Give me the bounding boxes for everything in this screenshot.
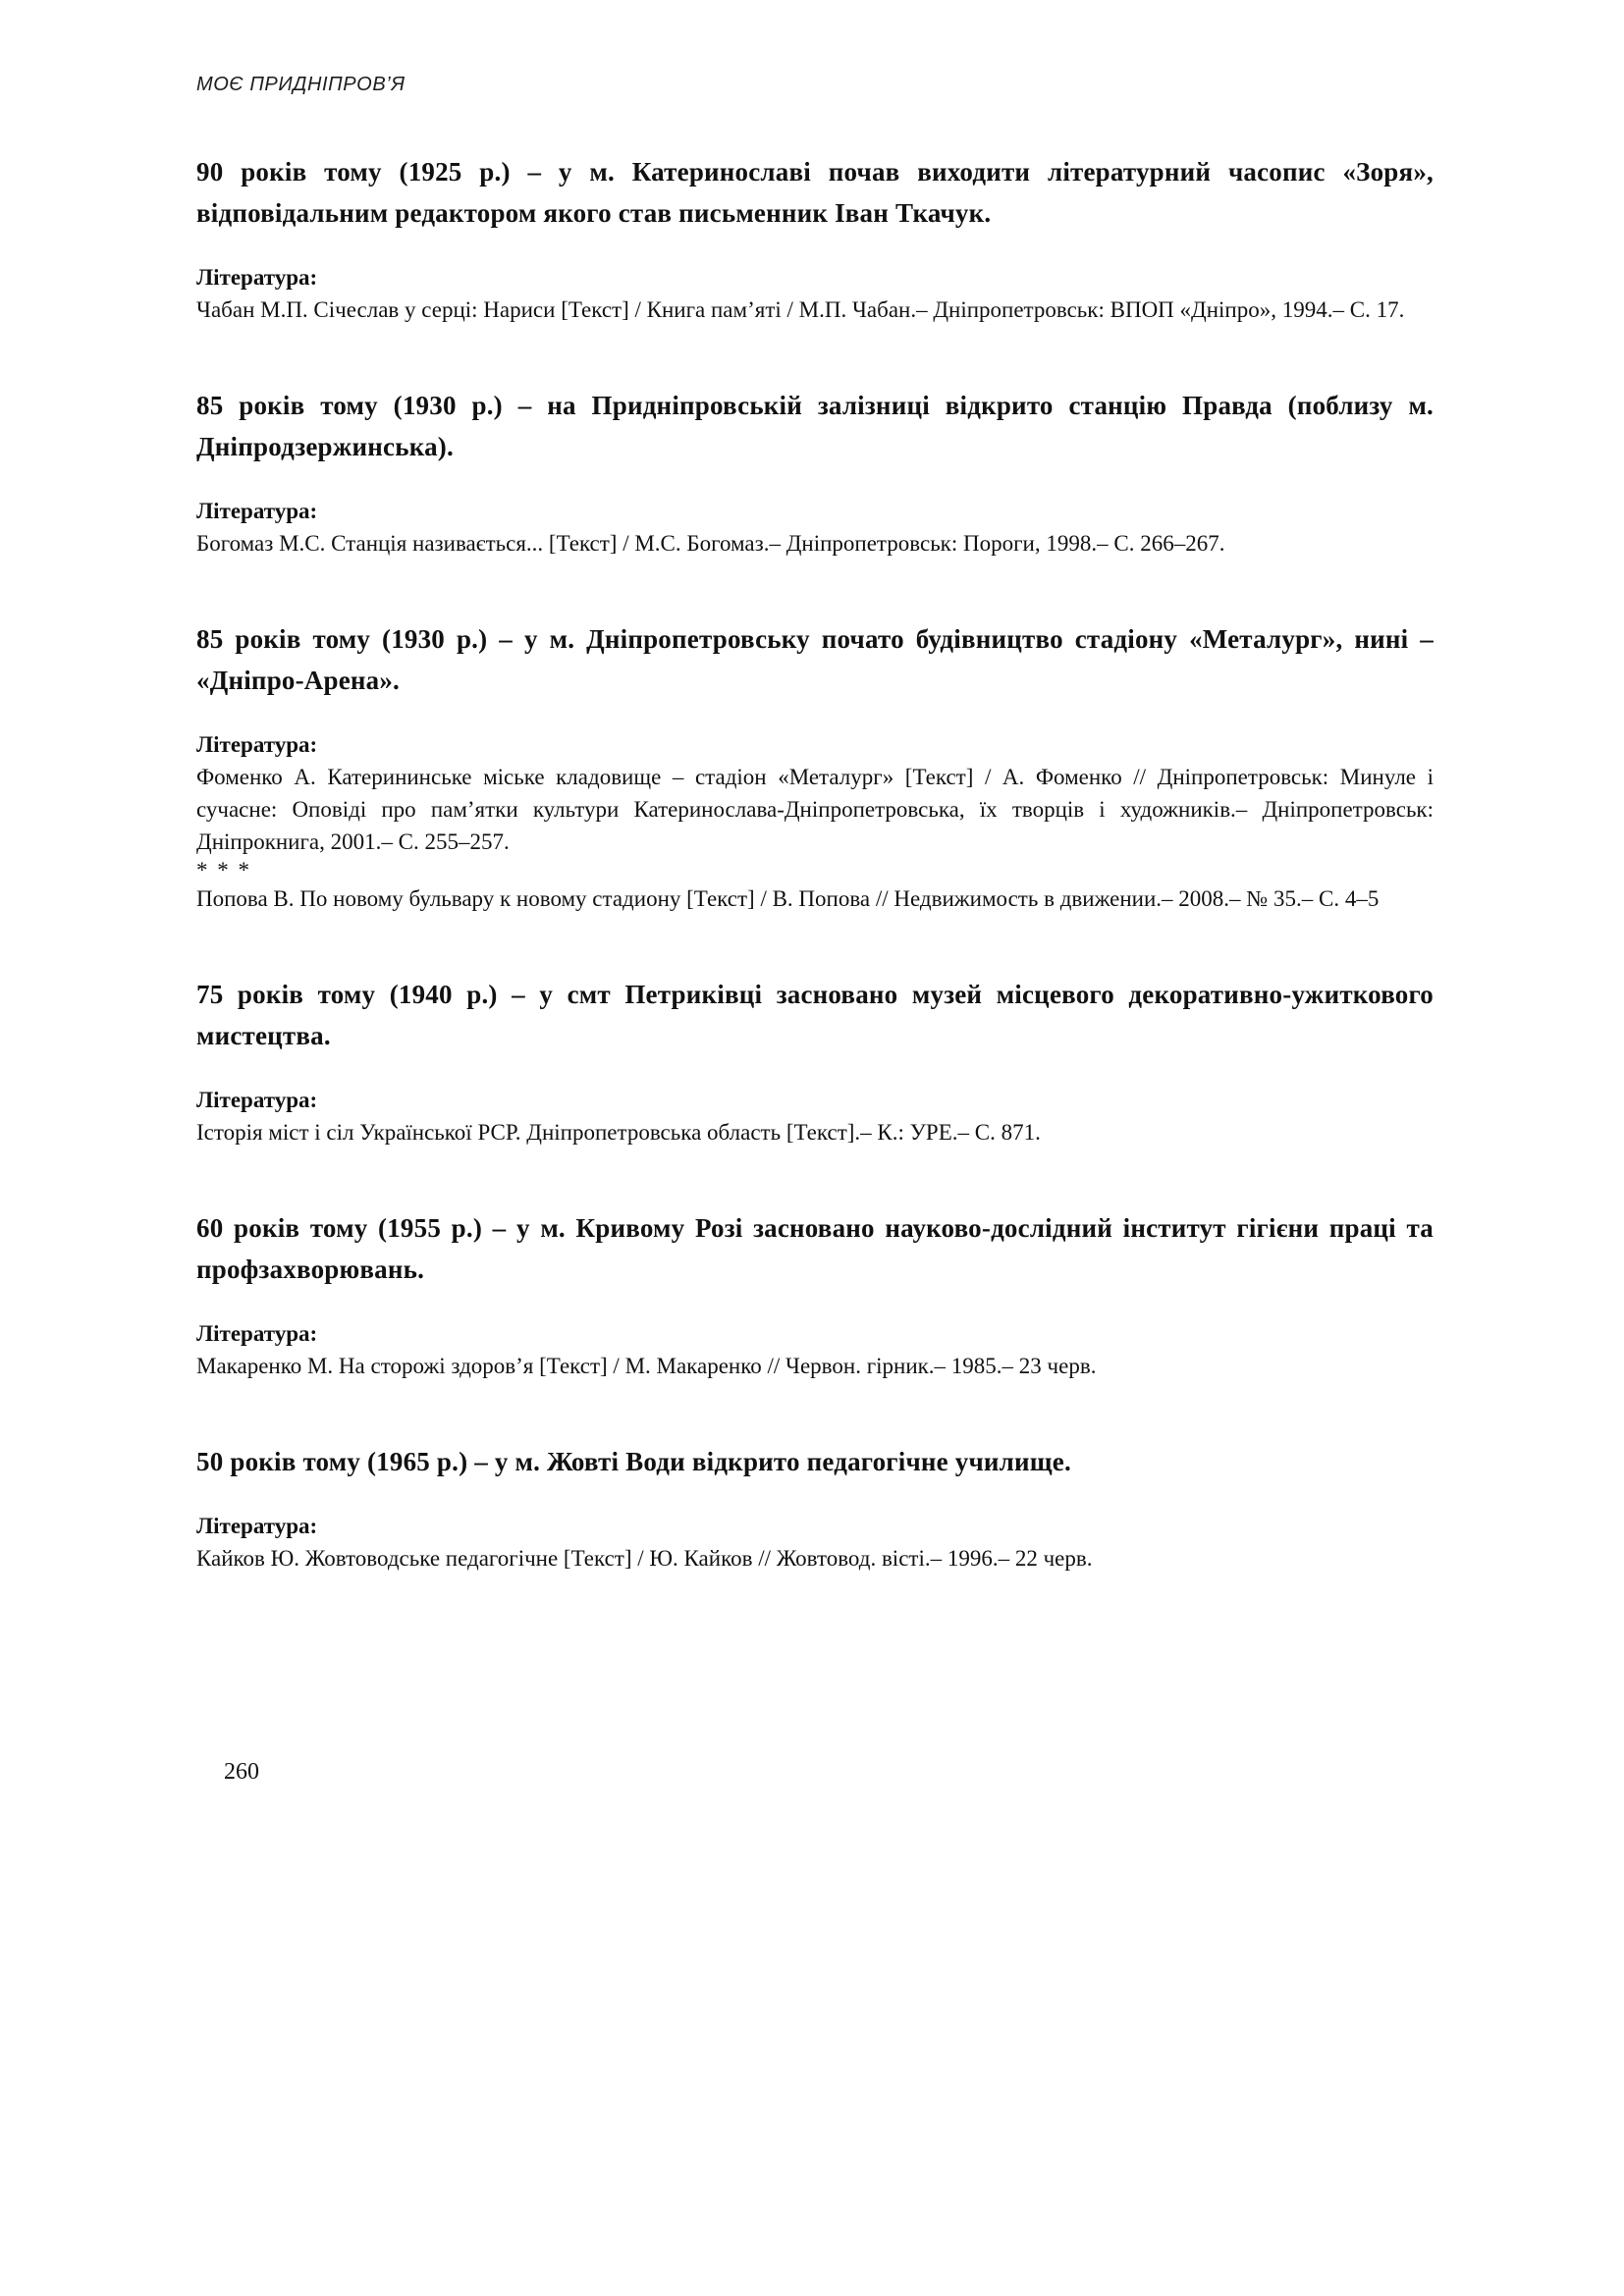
literature-label: Література: — [196, 1321, 318, 1346]
entry-1930-station — [196, 385, 1434, 560]
entry-heading: 90 років тому (1925 р.) – у м. Катеринославі почав виходити літературний часопис «Зоря», відповідальним редактором якого став письменник Іван Ткачук. — [196, 157, 1434, 228]
citation: Чабан М.П. Січеслав у серці: Нариси [Текст] / Книга пам’яті / М.П. Чабан.– Дніпропетровськ: ВПОП «Дніпро», 1994.– С. 17. — [196, 297, 1405, 322]
citation: Історія міст і сіл Української РСР. Дніпропетровська область [Текст].– К.: УРЕ.– С. 871. — [196, 1120, 1041, 1145]
entry-heading: 50 років тому (1965 р.) – у м. Жовті Води відкрито педагогічне училище. — [196, 1447, 1071, 1476]
entry-1925 — [196, 151, 1434, 326]
entry-heading: 60 років тому (1955 р.) – у м. Кривому Розі засновано науково-дослідний інститут гігієни праці та профзахворювань. — [196, 1213, 1434, 1284]
entry-1940 — [196, 974, 1434, 1148]
literature-label: Література: — [196, 499, 318, 523]
literature-label: Література: — [196, 1088, 318, 1112]
citation: Богомаз М.С. Станція називається... [Текст] / М.С. Богомаз.– Дніпропетровськ: Пороги, 1998.– С. 266–267. — [196, 531, 1225, 556]
entry-1930-stadium — [196, 618, 1434, 915]
citation: Фоменко А. Катерининське міське кладовище – стадіон «Металург» [Текст] / А. Фоменко // Дніпропетровськ: Минуле і сучасне: Оповіді про пам’ятки культури Катеринослава-Дніпропетровська, їх творців і художників.– Дніпропетровськ: Дніпрокнига, 2001.– С. 255–257. — [196, 765, 1434, 854]
page-number: 260 — [224, 1759, 259, 1785]
entry-heading: 85 років тому (1930 р.) – на Придніпровській залізниці відкрито станцію Правда (поблизу м. Дніпродзержинська). — [196, 391, 1434, 461]
literature-label: Література: — [196, 265, 318, 290]
entry-heading: 85 років тому (1930 р.) – у м. Дніпропетровську почато будівництво стадіону «Металург», нині – «Дніпро-Арена». — [196, 624, 1434, 695]
citation: Попова В. По новому бульвару к новому стадиону [Текст] / В. Попова // Недвижимость в движении.– 2008.– № 35.– С. 4–5 — [196, 886, 1380, 911]
literature-label: Література: — [196, 1514, 318, 1538]
running-header: МОЄ ПРИДНІПРОВ’Я — [196, 74, 406, 95]
citation: Кайков Ю. Жовтоводське педагогічне [Текст] / Ю. Кайков // Жовтовод. вісті.– 1996.– 22 черв. — [196, 1546, 1093, 1571]
asterisk-separator: * * * — [196, 858, 251, 882]
entry-1955 — [196, 1207, 1434, 1382]
entry-1965 — [196, 1441, 1434, 1575]
citation: Макаренко М. На сторожі здоров’я [Текст] / М. Макаренко // Червон. гірник.– 1985.– 23 черв. — [196, 1354, 1097, 1378]
entry-heading: 75 років тому (1940 р.) – у смт Петриківці засновано музей місцевого декоративно-ужиткового мистецтва. — [196, 980, 1434, 1050]
literature-label: Література: — [196, 732, 318, 757]
